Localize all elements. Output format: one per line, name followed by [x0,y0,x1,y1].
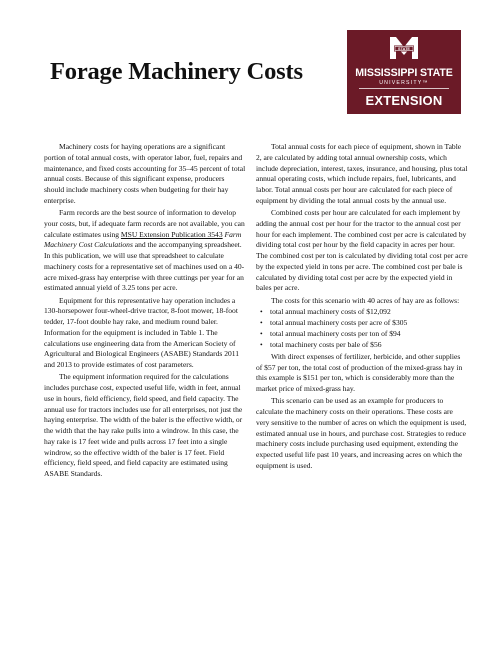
paragraph-intro: Machinery costs for haying operations are a significant portion of total annual costs, with operator labor, fuel, repairs and maintenance, and fixed costs accounting for 35–45 percent of total annual costs. Because of this significant expense, producers should include machinery costs when budgeting for their hay enterprise. [44,142,246,205]
msu-extension-logo[interactable] [347,30,461,114]
msu-logo-mark-icon [388,35,420,61]
list-item: • total machinery costs per bale of $56 [270,340,468,351]
paragraph-text: Farm records are the best source of information to develop your costs, but, if adequate farm records are not available, you can calculate estimates using [44,208,245,239]
list-item: • total annual machinery costs of $12,092 [270,307,468,318]
logo-line-extension: EXTENSION [365,93,443,108]
paragraph-text: and the accompanying spreadsheet. In this publication, we will use that spreadsheet to calculate machinery costs for a representative set of machines used on a 40-acre mixed-grass hay enterprise with three cuttings per year for an estimated annual yield of 3.25 tons per acre. [44,240,245,293]
logo-mark-text: STATE [398,47,410,51]
paragraph-farm-records [44,208,246,294]
paragraph-scenario-example: This scenario can be used as an example for producers to calculate the machinery costs on their operations. These costs are very sensitive to the number of acres on which the equipment is used, estimated annual use in hours, and purchase cost. Strategies to reduce machinery costs include purchasing used equipment, extending the expected useful life past 10 years, and increasing acres on which the equipment is used. [256,396,467,470]
paragraph-direct-expenses: With direct expenses of fertilizer, herbicide, and other supplies of $57 per ton, the total cost of production of the mixed-grass hay in this example is $151 per ton, which is considerably more than the market price of mixed-grass hay. [256,351,463,393]
publication-link[interactable]: MSU Extension Publication 3543 [120,229,223,239]
right-column [256,142,468,472]
page-title: Forage Machinery Costs [50,58,303,85]
logo-divider [359,88,449,89]
paragraph-equipment-info: The equipment information required for the calculations includes purchase cost, expected useful life, width in feet, annual use in hours, field efficiency, field speed, and field capacity. The annual use for tractors includes use for all enterprises, not just the haying enterprise. The width of the baler is the effective width, or the width that the hay rake pulls into a windrow. In this case, the hay rake is 17 feet wide and pulls across 17 feet into a single windrow, so the effective width of the baler is 17 feet. Field efficiency, field speed, and field capacity are estimated using ASABE Standards. [44,372,243,478]
logo-line-university-name: MISSISSIPPI STATE [355,67,453,79]
left-column [44,142,246,480]
paragraph-scenario-costs: The costs for this scenario with 40 acres of hay are as follows: [271,295,460,305]
paragraph-combined-costs: Combined costs per hour are calculated for each implement by adding the annual cost per hour for the tractor to the annual cost per hour for each implement. The combined cost per acre is calculated by dividing total cost per hour by the field capacity in acres per hour. The combined cost per ton is calculated by dividing total cost per acre by the expected yield in tons per acre. The combined cost per bale is calculated by dividing total cost per acre by the expected yield in bales per acre. [256,208,468,293]
list-item: • total annual machinery costs per ton of $94 [270,329,468,340]
paragraph-total-annual-costs: Total annual costs for each piece of equipment, shown in Table 2, are calculated by adding total annual ownership costs, which include depreciation, interest, taxes, insurance, and housing, plus total annual operating costs, which include repairs, fuel, lubricants, and labor. Total annual costs per hour are calculated for each piece of equipment by dividing the total annual costs by the annual use. [256,142,468,205]
publication-title: Farm Machinery Cost Calculations [44,229,242,250]
paragraph-equipment: Equipment for this representative hay operation includes a 130-horsepower four-wheel-drive tractor, 8-foot mower, 18-foot tedder, 17-foot double hay rake, and medium round baler. Information for the equipment is included in Table 1. The calculations use engineering data from the American Society of Agricultural and Biological Engineers (ASABE) Standards 2011 and 2013 to provide estimates of cost parameters. [44,295,240,369]
list-item: • total annual machinery costs per acre of $305 [270,318,468,329]
cost-list [256,307,468,350]
logo-line-university: UNIVERSITY™ [379,80,429,86]
